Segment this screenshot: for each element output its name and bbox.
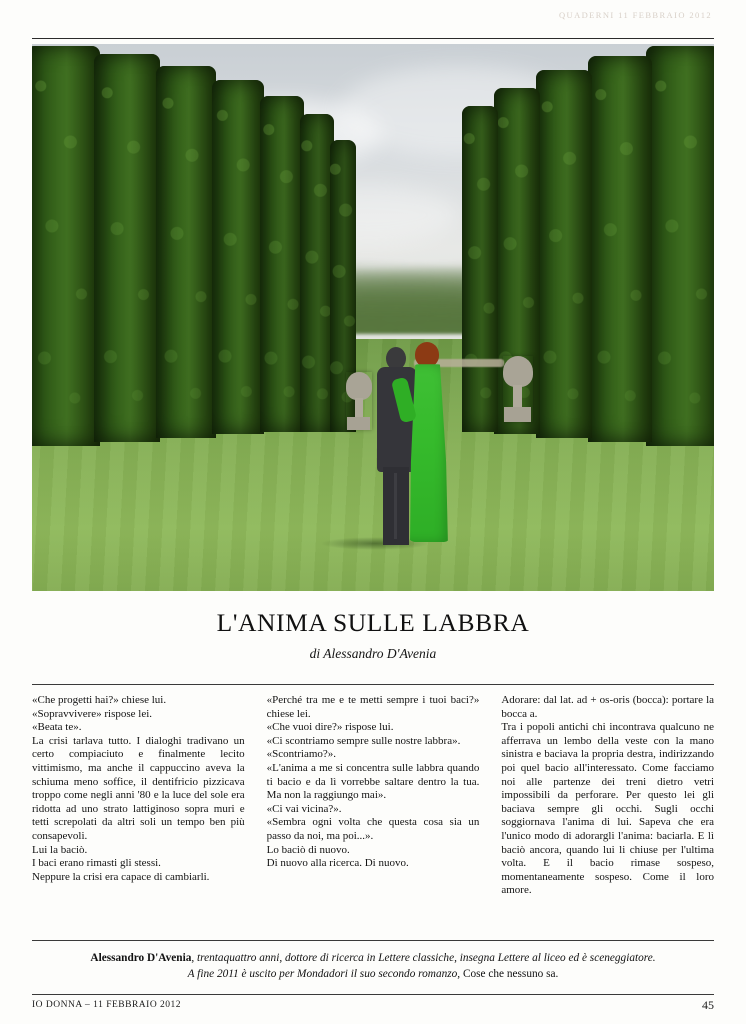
paragraph: «Che vuoi dire?» rispose lui. bbox=[266, 721, 394, 734]
paragraph: «Beata te». bbox=[32, 721, 82, 734]
hedge-column bbox=[536, 70, 592, 438]
article-byline: di Alessandro D'Avenia bbox=[309, 646, 437, 661]
hedge-column bbox=[156, 66, 216, 438]
paragraph: Di nuovo alla ricerca. Di nuovo. bbox=[266, 857, 409, 870]
paragraph: «Ci vai vicina?». bbox=[266, 802, 342, 815]
hedge-column bbox=[212, 80, 264, 434]
hedge-column bbox=[646, 46, 714, 446]
bio-book-title: Cose che nessuno sa bbox=[462, 968, 556, 980]
bio-divider bbox=[32, 940, 714, 941]
bio-note-suffix: . bbox=[555, 968, 559, 980]
faint-running-header: QUADERNI 11 FEBBRAIO 2012 bbox=[559, 10, 712, 20]
paragraph: «Sopravvivere» rispose lei. bbox=[32, 707, 153, 720]
hedge-column bbox=[94, 54, 160, 442]
top-divider bbox=[32, 38, 714, 39]
text-column-1 bbox=[32, 694, 245, 898]
page-number: 45 bbox=[702, 998, 714, 1012]
article-title: L'ANIMA SULLE LABBRA bbox=[216, 608, 530, 637]
stone-urn bbox=[503, 356, 533, 422]
footer-publication: IO DONNA – 11 FEBBRAIO 2012 bbox=[32, 1000, 182, 1010]
woman-in-green-dress bbox=[402, 342, 454, 547]
hedge-column bbox=[300, 114, 334, 432]
paragraph: Tra i popoli antichi chi incontrava qualcuno ne afferrava un lembo della veste con la mano sinistra e baciava la propria destra, indirizzando poi quel bacio all'interessato. Come facciamo noi alle partenze dei treni dietro vetri impossibili da perforare. Per questo lei gli baciava sempre gli occhi. Sugli occhi soggiornava l'anima di lui. Sapeva che era l'unico modo di adorargli l'anima: baciarla. E lì baciò ancora, quando lui li chiuse per l'ultima volta. E il bacio rimase sospeso, momentaneamente sospeso. Come il loro amore. bbox=[501, 721, 715, 897]
hedge-column bbox=[260, 96, 304, 432]
text-column-3 bbox=[501, 694, 714, 898]
paragraph: «Ci scontriamo sempre sulle nostre labbra». bbox=[266, 734, 461, 747]
stone-urn bbox=[346, 372, 372, 430]
paragraph: I baci erano rimasti gli stessi. bbox=[32, 857, 161, 870]
author-bio bbox=[32, 950, 714, 982]
hedge-column bbox=[462, 106, 498, 432]
bio-author-name: Alessandro D'Avenia bbox=[90, 952, 192, 964]
garden-photo-illustration bbox=[32, 44, 714, 591]
columns-divider bbox=[32, 684, 714, 685]
article-photo bbox=[32, 44, 714, 591]
bio-note-prefix: A fine 2011 è uscito per Mondadori il suo secondo romanzo, bbox=[187, 968, 463, 980]
hedge-column bbox=[588, 56, 652, 442]
paragraph: «Scontriamo?». bbox=[266, 748, 337, 761]
paragraph: «L'anima a me si concentra sulle labbra quando ti bacio e da lì vorrebbe saltare dentro la tua. Ma non la raggiungo mai». bbox=[266, 761, 480, 802]
hedge-column bbox=[32, 46, 100, 446]
text-column-2 bbox=[267, 694, 480, 898]
paragraph: «Che progetti hai?» chiese lui. bbox=[32, 694, 167, 706]
paragraph: «Sembra ogni volta che questa cosa sia un passo da noi, ma poi...». bbox=[266, 816, 480, 842]
article-body bbox=[32, 694, 714, 898]
paragraph: Neppure la crisi era capace di cambiarli. bbox=[32, 870, 210, 883]
paragraph: La crisi tarlava tutto. I dialoghi tradivano un certo compiaciuto e finalmente lecito vittimismo, ma anche il cappuccino aveva la schiuma meno soffice, il dentifricio pizzicava troppo come negli anni '80 e la luce del sole era ridotta ad uno strato lattiginoso sopra muri e tetti screpolati da altri soli un tempo ben più consapevoli. bbox=[32, 734, 245, 842]
paragraph: Lui la baciò. bbox=[32, 843, 88, 856]
paragraph-definition: Adorare: dal lat. ad + os-oris (bocca): portare la bocca a. bbox=[501, 694, 715, 720]
bio-description: , trentaquattro anni, dottore di ricerca in Lettere classiche, insegna Lettere al liceo ed è sceneggiatore. bbox=[191, 952, 656, 964]
footer-divider bbox=[32, 994, 714, 995]
paragraph: Lo baciò di nuovo. bbox=[266, 843, 350, 856]
paragraph: «Perché tra me e te metti sempre i tuoi baci?» chiese lei. bbox=[266, 694, 480, 720]
